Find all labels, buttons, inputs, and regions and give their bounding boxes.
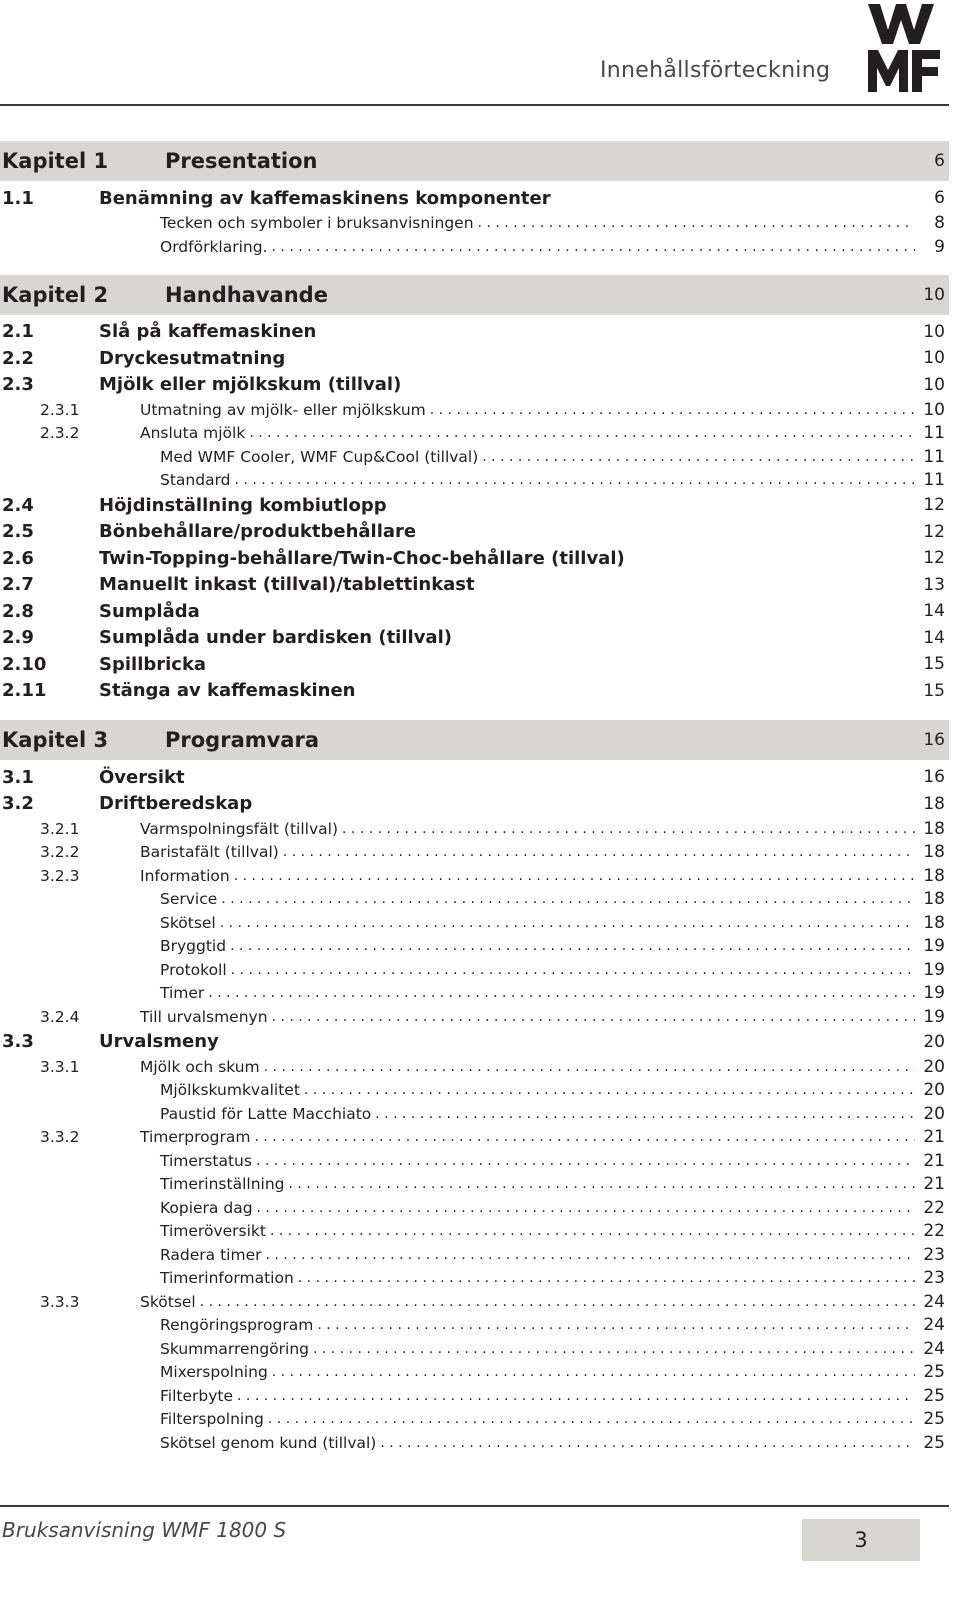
dot-leader [268, 1411, 915, 1427]
chapter-page: 10 [923, 284, 945, 305]
footer-title: Bruksanvisning WMF 1800 S [2, 1518, 287, 1542]
section-page: 12 [923, 521, 945, 542]
toc-topic-row[interactable] [0, 1243, 949, 1267]
section-number: 2.11 [2, 680, 47, 702]
toc-section-row[interactable] [0, 572, 949, 599]
chapter-title: Presentation [165, 149, 318, 173]
entry-page: 20 [923, 1103, 945, 1124]
entry-title: Timerinställning [160, 1175, 285, 1194]
entry-page: 25 [923, 1385, 945, 1406]
toc-topic-row[interactable] [0, 1196, 949, 1220]
toc-topic-row[interactable] [0, 1267, 949, 1291]
toc-section-row[interactable] [0, 545, 949, 572]
toc-section-row[interactable] [0, 764, 949, 791]
section-page: 12 [923, 548, 945, 569]
section-title: Sumplåda [99, 600, 200, 622]
dot-leader [313, 1341, 915, 1357]
section-title: Mjölk eller mjölkskum (tillval) [99, 374, 402, 396]
entry-page: 24 [923, 1315, 945, 1336]
chapter-page: 16 [923, 730, 945, 750]
entry-title: Bryggtid [160, 937, 227, 956]
dot-leader [237, 1388, 915, 1404]
section-page: 15 [923, 654, 945, 675]
section-number: 2.2 [2, 347, 34, 369]
dot-leader [208, 985, 915, 1001]
entry-title: Timerstatus [160, 1151, 252, 1170]
section-number: 1.1 [2, 187, 34, 209]
dot-leader [200, 1294, 915, 1310]
entry-title: Paustid för Latte Macchiato [160, 1104, 372, 1123]
section-number: 2.9 [2, 627, 34, 649]
entry-title: Mixerspolning [160, 1363, 268, 1382]
toc-topic-row[interactable] [0, 212, 949, 236]
entry-page: 20 [923, 1056, 945, 1077]
entry-page: 19 [923, 959, 945, 980]
entry-page: 21 [923, 1174, 945, 1195]
entry-page: 22 [923, 1197, 945, 1218]
section-title: Översikt [99, 766, 185, 788]
section-page: 14 [923, 627, 945, 648]
section-number: 3.3 [2, 1031, 34, 1053]
entry-number: 3.2.1 [40, 819, 80, 838]
section-title: Stänga av kaffemaskinen [99, 680, 356, 702]
entry-number: 3.2.3 [40, 866, 80, 885]
section-page: 6 [934, 188, 945, 209]
entry-title: Filterbyte [160, 1386, 234, 1405]
entry-number: 2.3.1 [40, 400, 80, 419]
toc-section-row[interactable] [0, 598, 949, 625]
dot-leader [235, 472, 915, 488]
toc-topic-row[interactable] [0, 1408, 949, 1432]
section-number: 2.4 [2, 494, 34, 516]
entry-title: Till urvalsmenyn [140, 1007, 268, 1026]
toc-subsection-row[interactable] [0, 398, 949, 422]
entry-title: Baristafält (tillval) [140, 843, 279, 862]
section-page: 12 [923, 495, 945, 516]
entry-title: Protokoll [160, 960, 227, 979]
entry-title: Utmatning av mjölk- eller mjölkskum [140, 400, 426, 419]
dot-leader [220, 915, 915, 931]
entry-page: 19 [923, 1006, 945, 1027]
toc-section-row[interactable] [0, 345, 949, 372]
entry-title: Tecken och symboler i bruksanvisningen [160, 214, 474, 233]
chapter-label: Kapitel 2 [2, 282, 109, 307]
section-title: Bönbehållare/produktbehållare [99, 521, 417, 543]
toc-topic-row[interactable] [0, 911, 949, 935]
dot-leader [230, 938, 915, 954]
section-number: 2.8 [2, 600, 34, 622]
chapter-title: Programvara [165, 728, 320, 752]
entry-page: 18 [923, 889, 945, 910]
toc-chapter-row[interactable] [0, 141, 949, 181]
entry-page: 25 [923, 1362, 945, 1383]
entry-title: Skötsel [160, 913, 216, 932]
toc-spacer [0, 259, 949, 275]
dot-leader [272, 1364, 915, 1380]
chapter-page: 6 [934, 151, 945, 171]
toc-subsection-row[interactable] [0, 864, 949, 888]
section-number: 3.2 [2, 793, 34, 815]
dot-leader [289, 1176, 916, 1192]
entry-page: 24 [923, 1338, 945, 1359]
entry-title: Standard [160, 471, 231, 490]
section-page: 10 [923, 348, 945, 369]
toc-topic-row[interactable] [0, 1220, 949, 1244]
entry-title: Service [160, 890, 218, 909]
entry-title: Mjölkskumkvalitet [160, 1081, 300, 1100]
section-page: 18 [923, 793, 945, 814]
toc-section-row[interactable] [0, 492, 949, 519]
toc-section-row[interactable] [0, 678, 949, 705]
entry-page: 20 [923, 1080, 945, 1101]
entry-page: 11 [923, 423, 945, 444]
entry-page: 18 [923, 842, 945, 863]
toc-topic-row[interactable] [0, 445, 949, 469]
entry-number: 3.2.4 [40, 1007, 80, 1026]
entry-page: 21 [923, 1150, 945, 1171]
toc-topic-row[interactable] [0, 888, 949, 912]
section-number: 2.10 [2, 653, 47, 675]
section-number: 2.7 [2, 574, 34, 596]
toc-section-row[interactable] [0, 185, 949, 212]
entry-page: 22 [923, 1221, 945, 1242]
entry-title: Ansluta mjölk [140, 424, 246, 443]
entry-page: 24 [923, 1291, 945, 1312]
section-page: 16 [923, 767, 945, 788]
entry-title: Varmspolningsfält (tillval) [140, 819, 339, 838]
section-title: Driftberedskap [99, 793, 253, 815]
toc-topic-row[interactable] [0, 982, 949, 1006]
dot-leader [266, 1247, 916, 1263]
entry-number: 3.3.2 [40, 1128, 80, 1147]
section-title: Spillbricka [99, 653, 207, 675]
dot-leader [298, 1270, 915, 1286]
toc-section-row[interactable] [0, 319, 949, 346]
section-title: Dryckesutmatning [99, 347, 286, 369]
chapter-label: Kapitel 1 [2, 149, 109, 173]
dot-leader [249, 425, 915, 441]
entry-number: 2.3.2 [40, 424, 80, 443]
entry-page: 11 [923, 446, 945, 467]
dot-leader [375, 1106, 915, 1122]
toc-topic-row[interactable] [0, 1102, 949, 1126]
entry-page: 18 [923, 818, 945, 839]
entry-title: Mjölk och skum [140, 1057, 260, 1076]
toc-section-row[interactable] [0, 519, 949, 546]
toc-topic-row[interactable] [0, 1337, 949, 1361]
dot-leader [221, 891, 915, 907]
dot-leader [272, 1009, 915, 1025]
toc-topic-row[interactable] [0, 1173, 949, 1197]
section-number: 2.5 [2, 521, 34, 543]
toc-topic-row[interactable] [0, 235, 949, 259]
table-of-contents [0, 141, 949, 1455]
entry-title: Ordförklaring. [160, 237, 268, 256]
entry-title: Med WMF Cooler, WMF Cup&Cool (tillval) [160, 447, 479, 466]
entry-title: Rengöringsprogram [160, 1316, 314, 1335]
header-divider [0, 104, 949, 106]
entry-number: 3.2.2 [40, 843, 80, 862]
dot-leader [283, 844, 915, 860]
toc-chapter-row[interactable] [0, 275, 949, 315]
toc-topic-row[interactable] [0, 1431, 949, 1455]
entry-title: Skötsel genom kund (tillval) [160, 1433, 377, 1452]
entry-title: Timerinformation [160, 1269, 294, 1288]
toc-topic-row[interactable] [0, 1361, 949, 1385]
dot-leader [264, 1059, 915, 1075]
dot-leader [231, 962, 915, 978]
entry-number: 3.3.3 [40, 1292, 80, 1311]
section-number: 3.1 [2, 766, 34, 788]
section-title: Benämning av kaffemaskinens komponenter [99, 187, 551, 209]
section-page: 10 [923, 321, 945, 342]
toc-topic-row[interactable] [0, 469, 949, 493]
page-number: 3 [854, 1528, 868, 1552]
toc-spacer [0, 704, 949, 720]
entry-title: Information [140, 866, 230, 885]
dot-leader [317, 1317, 915, 1333]
chapter-title: Handhavande [165, 282, 328, 307]
entry-page: 19 [923, 983, 945, 1004]
dot-leader [256, 1153, 915, 1169]
toc-section-row[interactable] [0, 1029, 949, 1056]
toc-subsection-row[interactable] [0, 1005, 949, 1029]
section-title: Urvalsmeny [99, 1031, 219, 1053]
toc-subsection-row[interactable] [0, 1055, 949, 1079]
entry-title: Skötsel [140, 1292, 196, 1311]
entry-title: Radera timer [160, 1245, 262, 1264]
dot-leader [482, 449, 915, 465]
toc-topic-row[interactable] [0, 1149, 949, 1173]
entry-page: 25 [923, 1432, 945, 1453]
section-title: Twin-Topping-behållare/Twin-Choc-behållare (tillval) [99, 547, 625, 569]
dot-leader [272, 239, 915, 255]
chapter-label: Kapitel 3 [2, 728, 109, 752]
dot-leader [254, 1129, 915, 1145]
entry-page: 25 [923, 1409, 945, 1430]
toc-topic-row[interactable] [0, 958, 949, 982]
section-title: Manuellt inkast (tillval)/tablettinkast [99, 574, 475, 596]
dot-leader [257, 1200, 915, 1216]
section-title: Sumplåda under bardisken (tillval) [99, 627, 452, 649]
dot-leader [234, 868, 915, 884]
dot-leader [380, 1435, 915, 1451]
entry-page: 18 [923, 912, 945, 933]
section-page: 20 [923, 1031, 945, 1052]
section-number: 2.3 [2, 374, 34, 396]
toc-topic-row[interactable] [0, 935, 949, 959]
toc-section-row[interactable] [0, 791, 949, 818]
dot-leader [342, 821, 915, 837]
toc-topic-row[interactable] [0, 1314, 949, 1338]
entry-page: 8 [934, 213, 945, 234]
dot-leader [270, 1223, 915, 1239]
toc-section-row[interactable] [0, 651, 949, 678]
entry-page: 9 [934, 236, 945, 257]
entry-title: Timerprogram [140, 1128, 251, 1147]
toc-topic-row[interactable] [0, 1384, 949, 1408]
entry-number: 3.3.1 [40, 1057, 80, 1076]
dot-leader [430, 402, 915, 418]
footer-divider [0, 1505, 949, 1507]
section-title: Höjdinställning kombiutlopp [99, 494, 387, 516]
entry-title: Filterspolning [160, 1410, 264, 1429]
page-title: Innehållsförteckning [600, 58, 831, 83]
entry-title: Skummarrengöring [160, 1339, 310, 1358]
wmf-logo [868, 0, 942, 96]
toc-topic-row[interactable] [0, 1079, 949, 1103]
entry-page: 23 [923, 1244, 945, 1265]
entry-page: 23 [923, 1268, 945, 1289]
section-title: Slå på kaffemaskinen [99, 321, 317, 343]
toc-section-row[interactable] [0, 372, 949, 399]
section-page: 15 [923, 680, 945, 701]
entry-title: Kopiera dag [160, 1198, 253, 1217]
entry-page: 19 [923, 936, 945, 957]
dot-leader [304, 1082, 915, 1098]
entry-title: Timeröversikt [160, 1222, 266, 1241]
section-number: 2.6 [2, 547, 34, 569]
entry-page: 11 [923, 470, 945, 491]
dot-leader [478, 215, 915, 231]
toc-subsection-row[interactable] [0, 817, 949, 841]
section-number: 2.1 [2, 321, 34, 343]
entry-page: 10 [923, 399, 945, 420]
toc-chapter-row[interactable] [0, 720, 949, 760]
toc-subsection-row[interactable] [0, 422, 949, 446]
section-page: 14 [923, 601, 945, 622]
section-page: 13 [923, 574, 945, 595]
entry-page: 21 [923, 1127, 945, 1148]
toc-subsection-row[interactable] [0, 1290, 949, 1314]
toc-subsection-row[interactable] [0, 841, 949, 865]
toc-section-row[interactable] [0, 625, 949, 652]
toc-subsection-row[interactable] [0, 1126, 949, 1150]
entry-title: Timer [160, 984, 205, 1003]
section-page: 10 [923, 374, 945, 395]
entry-page: 18 [923, 865, 945, 886]
